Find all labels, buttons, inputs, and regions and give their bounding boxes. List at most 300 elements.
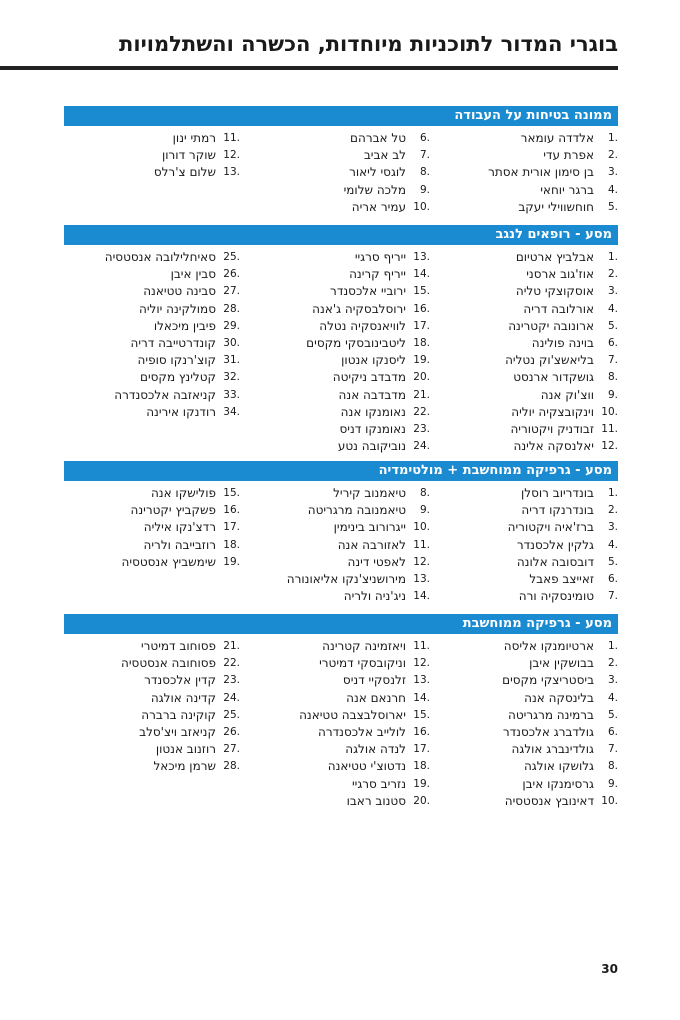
list-item	[250, 655, 430, 672]
list-column	[438, 249, 618, 455]
list-item	[250, 758, 430, 775]
list-item	[250, 404, 430, 421]
graduate-name: מלכה שלומי	[343, 182, 406, 197]
list-item	[60, 130, 240, 147]
item-number: 22.	[223, 657, 240, 670]
item-number: 13.	[413, 572, 430, 585]
list-item	[60, 655, 240, 672]
list-item	[250, 502, 430, 519]
graduate-name: בלינסקה אנה	[524, 690, 594, 705]
list-item	[250, 147, 430, 164]
item-number: 6.	[607, 725, 618, 738]
graduate-name: ארטיומנקו אליסה	[503, 639, 594, 653]
item-number: 18.	[413, 336, 430, 349]
section-header: מסע - רופאים לנגב	[64, 225, 618, 245]
list-item	[438, 438, 618, 455]
graduate-name: טומינסקיה ורה	[518, 589, 594, 604]
item-number: 11.	[601, 422, 618, 435]
item-number: 19.	[223, 555, 240, 568]
graduate-name: אורלובה דריה	[523, 301, 594, 316]
list-item	[250, 421, 430, 438]
graduate-name: נאומנקו דניס	[339, 421, 406, 436]
item-number: 11.	[413, 538, 430, 551]
list-item	[438, 387, 618, 404]
list-item	[60, 164, 240, 181]
list-item	[250, 519, 430, 536]
list-item	[250, 199, 430, 216]
graduate-name: קדינה אולגה	[150, 690, 216, 705]
section-header: מסע - גרפיקה ממוחשבת + מולטימדיה	[64, 461, 618, 481]
list-item	[60, 758, 240, 775]
item-number: 9.	[607, 388, 618, 401]
list-item	[438, 266, 618, 283]
item-number: 11.	[413, 640, 430, 652]
graduate-name: נאומנקו אנה	[340, 404, 406, 419]
list-column	[438, 130, 618, 216]
item-number: 12.	[413, 657, 430, 670]
item-number: 22.	[413, 405, 430, 418]
list-item	[60, 707, 240, 724]
list-column	[250, 130, 430, 216]
item-number: 29.	[223, 319, 240, 332]
graduate-name: דובסובה אלונה	[516, 554, 594, 569]
list-item	[438, 283, 618, 300]
list-item	[438, 335, 618, 352]
list-item	[250, 352, 430, 369]
graduate-name: סטנוב ראבו	[346, 793, 406, 808]
list-item	[60, 554, 240, 571]
list-item	[250, 588, 430, 605]
list-item	[60, 352, 240, 369]
item-number: 27.	[223, 743, 240, 756]
item-number: 5.	[607, 319, 618, 332]
list-item	[250, 438, 430, 455]
graduate-name: שלום צ'רלס	[153, 165, 216, 180]
graduate-name: ליסנקו אנטון	[341, 353, 406, 368]
graduate-name: מדבדב ניקיטה	[332, 370, 406, 385]
item-number: 12.	[601, 440, 618, 453]
graduate-name: נזריב סרגיי	[351, 776, 406, 791]
list-item	[438, 199, 618, 216]
graduate-name: קניאזב ויצ'סלב	[139, 724, 216, 739]
list-item	[438, 758, 618, 775]
list-item	[250, 793, 430, 810]
list-item	[438, 164, 618, 181]
item-number: 4.	[607, 538, 618, 551]
graduate-name: רודנקו אירינה	[146, 404, 216, 419]
list-item	[438, 554, 618, 571]
item-number: 10.	[413, 521, 430, 534]
list-column	[60, 638, 240, 776]
item-number: 16.	[223, 504, 240, 517]
item-number: 27.	[223, 285, 240, 298]
list-item	[60, 485, 240, 502]
list-item	[438, 588, 618, 605]
item-number: 5.	[607, 555, 618, 568]
graduate-name: סבינה טטיאנה	[143, 284, 216, 299]
graduate-name: טל אברהם	[350, 131, 406, 145]
item-number: 15.	[413, 285, 430, 298]
graduate-name: אפרת עדי	[543, 148, 594, 163]
item-number: 33.	[223, 388, 240, 401]
item-number: 5.	[607, 708, 618, 721]
graduate-name: שרמן מיכאל	[153, 759, 216, 774]
item-number: 25.	[223, 251, 240, 263]
item-number: 19.	[413, 354, 430, 367]
graduate-name: חרנאם אנה	[346, 690, 406, 705]
list-item	[250, 335, 430, 352]
list-item	[250, 182, 430, 199]
graduate-name: קוצ'רנקו סופיה	[137, 353, 216, 368]
graduate-name: שוקר דורון	[161, 148, 216, 163]
item-number: 4.	[607, 691, 618, 704]
list-item	[60, 672, 240, 689]
graduate-name: ירוסלבסקיה ג'אנה	[312, 301, 406, 316]
list-item	[250, 249, 430, 266]
item-number: 15.	[413, 708, 430, 721]
item-number: 21.	[223, 640, 240, 652]
graduate-name: רוזנוב אנטון	[155, 742, 216, 757]
item-number: 10.	[601, 794, 618, 807]
item-number: 31.	[223, 354, 240, 367]
list-item	[250, 130, 430, 147]
list-item	[438, 638, 618, 655]
section-2	[64, 225, 618, 457]
item-number: 9.	[607, 777, 618, 790]
graduate-name: זאייצב פאבל	[529, 571, 594, 586]
list-column	[250, 485, 430, 605]
graduate-name: וניקובסקי דמיטרי	[319, 656, 406, 671]
graduate-name: גרסימנקו איבן	[522, 776, 594, 791]
item-number: 14.	[413, 590, 430, 603]
graduate-name: לאפטי דינה	[347, 554, 406, 569]
graduate-name: קוקינה ברברה	[141, 707, 216, 722]
list-item	[250, 672, 430, 689]
list-item	[60, 147, 240, 164]
list-item	[438, 404, 618, 421]
graduate-name: מדבדבה אנה	[338, 387, 406, 402]
item-number: 11.	[223, 132, 240, 144]
list-item	[438, 571, 618, 588]
graduate-name: לב אביב	[363, 148, 406, 163]
list-item	[438, 182, 618, 199]
graduate-name: טיאמנובה מרגריטה	[307, 503, 406, 518]
item-number: 2.	[607, 268, 618, 281]
graduate-name: קונדרטייבה דריה	[130, 335, 216, 350]
graduate-name: ייגרורוב בינימין	[333, 520, 406, 535]
graduate-name: ביסטריצקי מקסים	[502, 673, 594, 688]
list-column	[438, 485, 618, 605]
list-item	[438, 147, 618, 164]
list-item	[438, 318, 618, 335]
graduate-name: קטלינץ מקסים	[140, 370, 216, 385]
graduate-name: אוז'גוב ארסני	[526, 267, 594, 282]
list-item	[250, 283, 430, 300]
graduate-name: נוביקובה נטע	[337, 439, 406, 454]
graduate-name: זבודניק ויקטוריה	[510, 421, 594, 436]
item-number: 1.	[607, 640, 618, 652]
graduate-name: בליאשצ'וק נטליה	[505, 353, 594, 368]
graduate-name: יאלנסקה אלינה	[513, 439, 594, 454]
graduate-name: פסוחובה אנסטסיה	[121, 656, 216, 671]
graduate-name: ברז'איה ויקטוריה	[507, 520, 594, 535]
item-number: 8.	[419, 166, 430, 179]
list-item	[60, 519, 240, 536]
list-item	[60, 404, 240, 421]
list-item	[60, 387, 240, 404]
list-item	[60, 724, 240, 741]
graduate-name: פולישקו אנה	[150, 486, 216, 500]
list-item	[438, 655, 618, 672]
item-number: 3.	[607, 521, 618, 534]
item-number: 2.	[607, 504, 618, 517]
item-number: 8.	[607, 371, 618, 384]
list-item	[60, 741, 240, 758]
list-item	[60, 318, 240, 335]
list-item	[438, 672, 618, 689]
list-item	[250, 554, 430, 571]
graduate-name: בוינה פולינה	[531, 335, 594, 350]
item-number: 9.	[419, 183, 430, 196]
list-item	[438, 352, 618, 369]
item-number: 18.	[413, 760, 430, 773]
item-number: 4.	[607, 302, 618, 315]
graduate-name: יארוסלבצבה טטיאנה	[299, 707, 406, 722]
list-item	[438, 537, 618, 554]
list-item	[250, 690, 430, 707]
list-item	[438, 793, 618, 810]
item-number: 23.	[223, 674, 240, 687]
graduate-name: דאינובץ אנסטסיה	[504, 793, 594, 808]
item-number: 2.	[607, 657, 618, 670]
list-item	[60, 690, 240, 707]
graduate-name: רמתי ינון	[172, 131, 216, 145]
list-item	[60, 335, 240, 352]
list-item	[438, 485, 618, 502]
section-header: ממונה בטיחות על העבודה	[64, 106, 618, 126]
list-item	[438, 421, 618, 438]
graduate-name: סאיחלילובה אנסטסיה	[104, 250, 216, 264]
item-number: 24.	[413, 440, 430, 453]
title-rule	[0, 66, 618, 70]
list-item	[438, 724, 618, 741]
item-number: 7.	[607, 743, 618, 756]
item-number: 25.	[223, 708, 240, 721]
graduate-name: גלושקו אולגה	[523, 759, 594, 774]
item-number: 6.	[419, 132, 430, 144]
item-number: 34.	[223, 405, 240, 418]
graduate-name: פשקביץ יקטרינה	[130, 503, 216, 518]
list-item	[438, 519, 618, 536]
graduate-name: ויאזמינה קטרינה	[322, 639, 406, 653]
graduate-name: נדטוצ'י טטיאנה	[327, 759, 406, 774]
list-item	[438, 690, 618, 707]
graduate-name: טיאמנוב קיריל	[333, 486, 406, 500]
list-item	[250, 776, 430, 793]
item-number: 1.	[607, 251, 618, 263]
graduate-name: גושקדור ארנסט	[513, 370, 594, 385]
graduate-name: פיבין מיכאלו	[153, 318, 216, 333]
item-number: 4.	[607, 183, 618, 196]
item-number: 17.	[223, 521, 240, 534]
list-item	[438, 249, 618, 266]
graduate-name: ייריף קרינה	[349, 267, 406, 282]
list-column	[60, 130, 240, 182]
graduate-name: חוחשווילי יעקב	[518, 199, 594, 214]
item-number: 7.	[607, 354, 618, 367]
list-item	[250, 164, 430, 181]
item-number: 21.	[413, 388, 430, 401]
item-number: 9.	[419, 504, 430, 517]
list-item	[250, 387, 430, 404]
item-number: 10.	[413, 200, 430, 213]
item-number: 20.	[413, 794, 430, 807]
section-4	[64, 614, 618, 814]
item-number: 12.	[413, 555, 430, 568]
graduate-name: ליטבינובסקי מקסים	[306, 335, 406, 350]
list-item	[250, 485, 430, 502]
item-number: 26.	[223, 268, 240, 281]
graduate-name: שימשביץ אנסטסיה	[121, 554, 216, 569]
list-item	[60, 638, 240, 655]
section-header: מסע - גרפיקה ממוחשבת	[64, 614, 618, 634]
list-item	[438, 369, 618, 386]
graduate-name: קדין אלכסנדר	[144, 673, 216, 688]
graduate-name: ברגר יוחאי	[540, 182, 594, 197]
list-column	[250, 638, 430, 810]
graduate-name: קניאזבה אלכסנדרה	[114, 387, 216, 402]
list-column	[60, 249, 240, 421]
list-column	[60, 485, 240, 571]
item-number: 6.	[607, 336, 618, 349]
graduate-name: ייריף סרגיי	[354, 250, 406, 264]
graduate-name: ניג'ניה ולריה	[343, 589, 406, 604]
item-number: 18.	[223, 538, 240, 551]
list-item	[438, 301, 618, 318]
item-number: 1.	[607, 132, 618, 144]
item-number: 20.	[413, 371, 430, 384]
item-number: 10.	[601, 405, 618, 418]
list-item	[60, 369, 240, 386]
item-number: 13.	[413, 251, 430, 263]
item-number: 2.	[607, 149, 618, 162]
item-number: 1.	[607, 487, 618, 499]
section-1	[64, 106, 618, 224]
item-number: 17.	[413, 319, 430, 332]
list-item	[250, 571, 430, 588]
list-item	[250, 638, 430, 655]
list-item	[250, 369, 430, 386]
item-number: 15.	[223, 487, 240, 499]
graduate-name: סמולקינה יוליה	[139, 301, 216, 316]
item-number: 14.	[413, 691, 430, 704]
list-item	[250, 301, 430, 318]
list-item	[250, 724, 430, 741]
list-item	[250, 266, 430, 283]
graduate-name: לוגסי ליאור	[349, 165, 406, 180]
item-number: 28.	[223, 302, 240, 315]
item-number: 30.	[223, 336, 240, 349]
graduate-name: ברמינה מרגריטה	[508, 707, 594, 722]
graduate-name: אוסקוצקי טליה	[515, 284, 594, 299]
list-item	[250, 537, 430, 554]
graduate-name: אבלביץ ארטיום	[515, 250, 594, 264]
graduate-name: רוזבייבה ולריה	[143, 537, 216, 552]
graduate-name: בונדרנקו דריה	[521, 503, 594, 518]
item-number: 7.	[419, 149, 430, 162]
graduate-name: מירושניצ'נקו אליאונורה	[286, 571, 406, 586]
graduate-name: גולדברג אלכסנדר	[502, 724, 594, 739]
item-number: 6.	[607, 572, 618, 585]
item-number: 8.	[419, 487, 430, 499]
graduate-name: פסוחוב דמיטרי	[140, 639, 216, 653]
list-column	[250, 249, 430, 455]
graduate-name: ווצ'וק אנה	[540, 387, 594, 402]
list-item	[60, 301, 240, 318]
graduate-name: זלנסקיי דניס	[342, 673, 406, 688]
item-number: 24.	[223, 691, 240, 704]
graduate-name: בונדריוב רוסלן	[521, 486, 594, 500]
item-number: 12.	[223, 149, 240, 162]
list-item	[60, 502, 240, 519]
item-number: 3.	[607, 674, 618, 687]
item-number: 13.	[223, 166, 240, 179]
graduate-name: אלדדה עומאר	[520, 131, 594, 145]
item-number: 32.	[223, 371, 240, 384]
section-3	[64, 461, 618, 611]
list-column	[438, 638, 618, 810]
item-number: 3.	[607, 285, 618, 298]
graduate-name: סבין איבן	[170, 267, 216, 282]
item-number: 17.	[413, 743, 430, 756]
list-item	[438, 502, 618, 519]
graduate-name: ארונובה יקטרינה	[508, 318, 594, 333]
item-number: 16.	[413, 725, 430, 738]
list-item	[250, 707, 430, 724]
graduate-name: ירוביי אלכסנדר	[330, 284, 406, 299]
graduate-name: וינקובצקיה יוליה	[511, 404, 594, 419]
item-number: 26.	[223, 725, 240, 738]
list-item	[438, 707, 618, 724]
list-item	[60, 537, 240, 554]
graduate-name: עמיר אריה	[351, 199, 406, 214]
item-number: 14.	[413, 268, 430, 281]
graduate-name: לוויאנסקיה נטלה	[319, 318, 406, 333]
list-item	[438, 130, 618, 147]
list-item	[60, 266, 240, 283]
list-item	[438, 741, 618, 758]
item-number: 5.	[607, 200, 618, 213]
item-number: 13.	[413, 674, 430, 687]
list-item	[60, 249, 240, 266]
graduate-name: בן סימון אורית אסתר	[488, 165, 594, 180]
item-number: 19.	[413, 777, 430, 790]
list-item	[250, 318, 430, 335]
item-number: 16.	[413, 302, 430, 315]
list-item	[438, 776, 618, 793]
graduate-name: גלקין אלכסנדר	[516, 537, 594, 552]
graduate-name: לנדה אולגה	[345, 742, 406, 757]
page-title: בוגרי המדור לתוכניות מיוחדות, הכשרה והשתלמויות	[119, 32, 618, 56]
list-item	[250, 741, 430, 758]
item-number: 7.	[607, 590, 618, 603]
item-number: 23.	[413, 422, 430, 435]
item-number: 8.	[607, 760, 618, 773]
page-number: 30	[601, 962, 618, 976]
graduate-name: רדצ'נקו איליה	[143, 520, 216, 535]
graduate-name: גולדינברג אולגה	[511, 742, 594, 757]
graduate-name: לאזורבה אנה	[337, 537, 406, 552]
